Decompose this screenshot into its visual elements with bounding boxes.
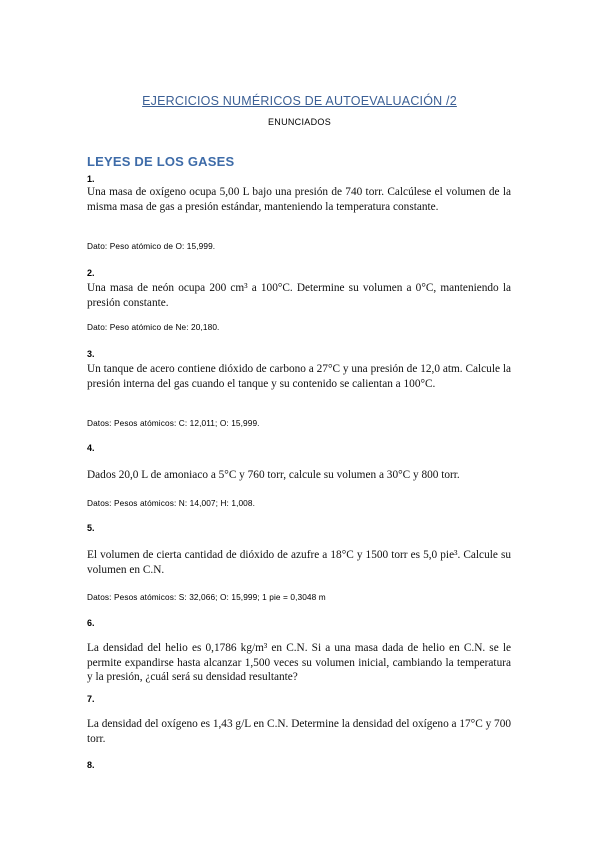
exercise-number: 6. [87,618,95,628]
section-heading: LEYES DE LOS GASES [87,154,235,169]
exercise-number: 1. [87,174,95,184]
exercise-statement: La densidad del helio es 0,1786 kg/m³ en C.N. Si a una masa dada de helio en C.N. se le permite expandirse hasta alcanzar 1,500 veces su volumen inicial, cambiando la temperatura y la presión, ¿cuál será su densidad resultante? [87,642,511,684]
exercise-number: 2. [87,268,95,278]
exercise-number: 5. [87,523,95,533]
exercise-statement: Un tanque de acero contiene dióxido de carbono a 27°C y una presión de 12,0 atm. Calcule la presión interna del gas cuando el tanque y su contenido se calientan a 100°C. [87,363,511,390]
exercise-number: 7. [87,694,95,704]
exercise-statement: Una masa de neón ocupa 200 cm³ a 100°C. Determine su volumen a 0°C, manteniendo la presión constante. [87,282,511,309]
exercise-data: Datos: Pesos atómicos: N: 14,007; H: 1,008. [87,498,256,508]
exercise-statement: La densidad del oxígeno es 1,43 g/L en C.N. Determine la densidad del oxígeno a 17°C y 700 torr. [87,718,511,745]
exercise-number: 4. [87,443,95,453]
exercise-statement: El volumen de cierta cantidad de dióxido de azufre a 18°C y 1500 torr es 5,0 pie³. Calcule su volumen en C.N. [87,549,511,576]
exercise-data: Datos: Pesos atómicos: S: 32,066; O: 15,999; 1 pie = 0,3048 m [87,592,326,602]
document-title: EJERCICIOS NUMÉRICOS DE AUTOEVALUACIÓN /2 [142,94,457,108]
document-subtitle: ENUNCIADOS [267,117,331,127]
exercise-number: 8. [87,760,95,770]
exercise-data: Datos: Pesos atómicos: C: 12,011; O: 15,999. [87,418,260,428]
exercise-data: Dato: Peso atómico de O: 15,999. [87,241,216,251]
exercise-number: 3. [87,349,95,359]
exercise-statement: Una masa de oxígeno ocupa 5,00 L bajo una presión de 740 torr. Calcúlese el volumen de la misma masa de gas a presión estándar, manteniendo la temperatura constante. [87,186,511,213]
exercise-statement: Dados 20,0 L de amoniaco a 5°C y 760 torr, calcule su volumen a 30°C y 800 torr. [87,469,460,481]
exercise-data: Dato: Peso atómico de Ne: 20,180. [87,322,220,332]
